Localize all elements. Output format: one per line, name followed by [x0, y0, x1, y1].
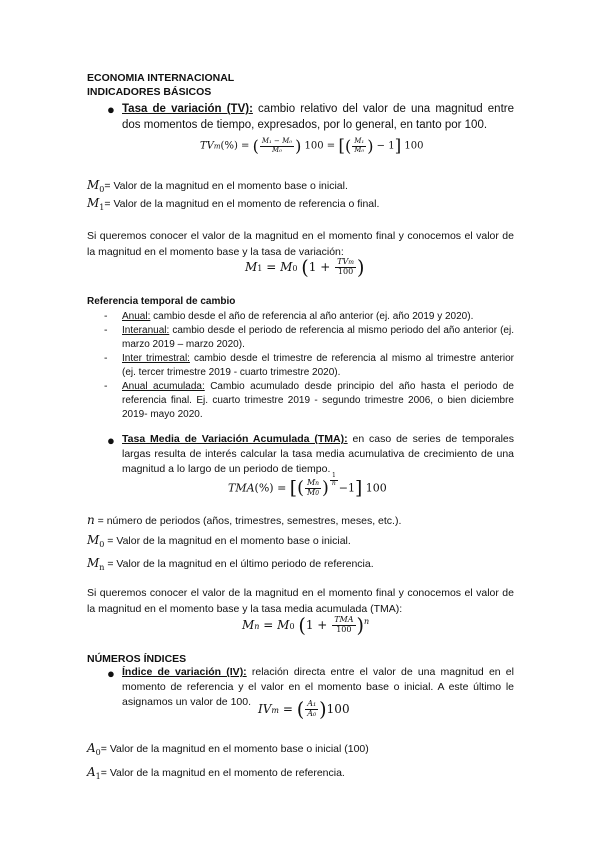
m1-formula: M1 = M0 (1 + $\frac{\text{TVm}}{100}$ ): [245, 256, 365, 279]
dash-marker: -: [104, 310, 108, 322]
bullet-icon: ●: [107, 666, 115, 681]
m0-definition-text: = Valor de la magnitud en el momento base o inicial.: [104, 180, 348, 192]
ref-item-anual-acumulada: [122, 380, 514, 422]
mn-formula: Mn = M0 (1 + $\frac{\text{TMA}}{100}$ )$^n$: [242, 614, 370, 637]
document-subtitle: INDICADORES BÁSICOS: [87, 86, 212, 98]
indices-heading: NÚMEROS ÍNDICES: [87, 653, 187, 665]
dash-marker: -: [104, 324, 108, 336]
iv-formula: IVm = ( $\frac{\text{A₁}}{\text{A₀}}$ )100: [258, 698, 350, 721]
tma-definition: [122, 432, 514, 477]
a0-definition: $A_0=$ Valor de la magnitud en el momento base o inicial (100): [87, 741, 369, 757]
iv-description: relación directa entre el valor de una magnitud en el momento de referencia y el valor en el momento base o inicial. A este último le asignamos un valor de 100.: [122, 666, 514, 708]
bullet-icon: ●: [107, 102, 115, 117]
mn-definition: $M_n$ = Valor de la magnitud en el último periodo de referencia.: [87, 556, 374, 572]
ref-item-interanual: [122, 324, 514, 352]
n-definition-text: = número de periodos (años, trimestres, semestres, meses, etc.).: [94, 515, 402, 527]
bullet-icon: ●: [107, 433, 115, 448]
tv-term: Tasa de variación (TV):: [122, 103, 253, 115]
iv-term: Índice de variación (IV):: [122, 666, 247, 678]
tma-formula: TMA(%) = [( $\frac{Mn}{M0}$ ) $^{\frac{1}{n}}$ −1] 100: [228, 472, 387, 499]
tv-description: cambio relativo del valor de una magnitud entre dos momentos de tiempo, expresados, por lo general, en tanto por 100.: [122, 103, 514, 131]
document-title: ECONOMIA INTERNACIONAL: [87, 72, 235, 84]
n-definition: n = número de periodos (años, trimestres, semestres, meses, etc.).: [87, 513, 402, 527]
a0-definition-text: = Valor de la magnitud en el momento base o inicial (100): [100, 743, 369, 755]
ref-item-text: cambio desde el periodo de referencia al mismo periodo del año anterior (ej. marzo 2019 – marzo 2020).: [122, 325, 514, 350]
dash-marker: -: [104, 380, 108, 392]
ref-item-term: Interanual:: [122, 325, 170, 336]
m1-definition-text: = Valor de la magnitud en el momento de referencia o final.: [104, 198, 380, 210]
dash-marker: -: [104, 352, 108, 364]
m1-definition: $M_1=$ Valor de la magnitud en el momento de referencia o final.: [87, 196, 380, 212]
tma-term: Tasa Media de Variación Acumulada (TMA):: [122, 433, 348, 445]
m0-definition: $M_0=$ Valor de la magnitud en el momento base o inicial.: [87, 178, 348, 194]
ref-item-term: Anual:: [122, 311, 151, 322]
ref-item-text: cambio desde el trimestre de referencia al mismo al trimestre anterior (ej. tercer trimestre 2019 - cuarto trimestre 2020).: [122, 353, 514, 378]
ref-item-text: Cambio acumulado desde principio del año hasta el periodo de referencia final. Ej. cuarto trimestre 2019 - segundo trimestre 2006, o bien diciembre 2019- mayo 2020.: [122, 381, 514, 420]
mn-definition-text: = Valor de la magnitud en el último periodo de referencia.: [104, 558, 374, 570]
a1-definition-text: = Valor de la magnitud en el momento de referencia.: [100, 767, 345, 779]
paragraph-final-value-tma: Si queremos conocer el valor de la magnitud en el momento final y conocemos el valor de la magnitud en el momento base y la tasa media acumulada (TMA):: [87, 587, 514, 615]
ref-item-intertrimestral: [122, 352, 514, 380]
ref-heading: Referencia temporal de cambio: [87, 296, 236, 307]
m0-definition-text: = Valor de la magnitud en el momento base o inicial.: [104, 535, 351, 547]
ref-item-text: cambio desde el año de referencia al año anterior (ej. año 2019 y 2020).: [150, 311, 474, 322]
paragraph-final-value: Si queremos conocer el valor de la magnitud en el momento final y conocemos el valor de la magnitud en el momento base y la tasa de variación:: [87, 230, 514, 258]
tma-description: en caso de series de temporales largas resulta de interés calcular la tasa media acumulativa de crecimiento de una magnitud a lo largo de un periodo de tiempo.: [122, 433, 514, 475]
tv-definition: [122, 101, 514, 133]
ref-item-anual: [122, 310, 514, 324]
a1-definition: $A_1=$ Valor de la magnitud en el momento de referencia.: [87, 765, 345, 781]
m0-definition-2: $M_0$ = Valor de la magnitud en el momento base o inicial.: [87, 533, 351, 549]
ref-item-term: Anual acumulada:: [122, 381, 205, 392]
tv-formula: TVm(%) = ( $\frac{\text{M₁ − M₀}}{\text{M₀}}$ ) 100 = [( $\frac{\text{M₁}}{\text{M₀}}$ ) − 1] 100: [200, 136, 424, 156]
ref-item-term: Inter trimestral:: [122, 353, 190, 364]
